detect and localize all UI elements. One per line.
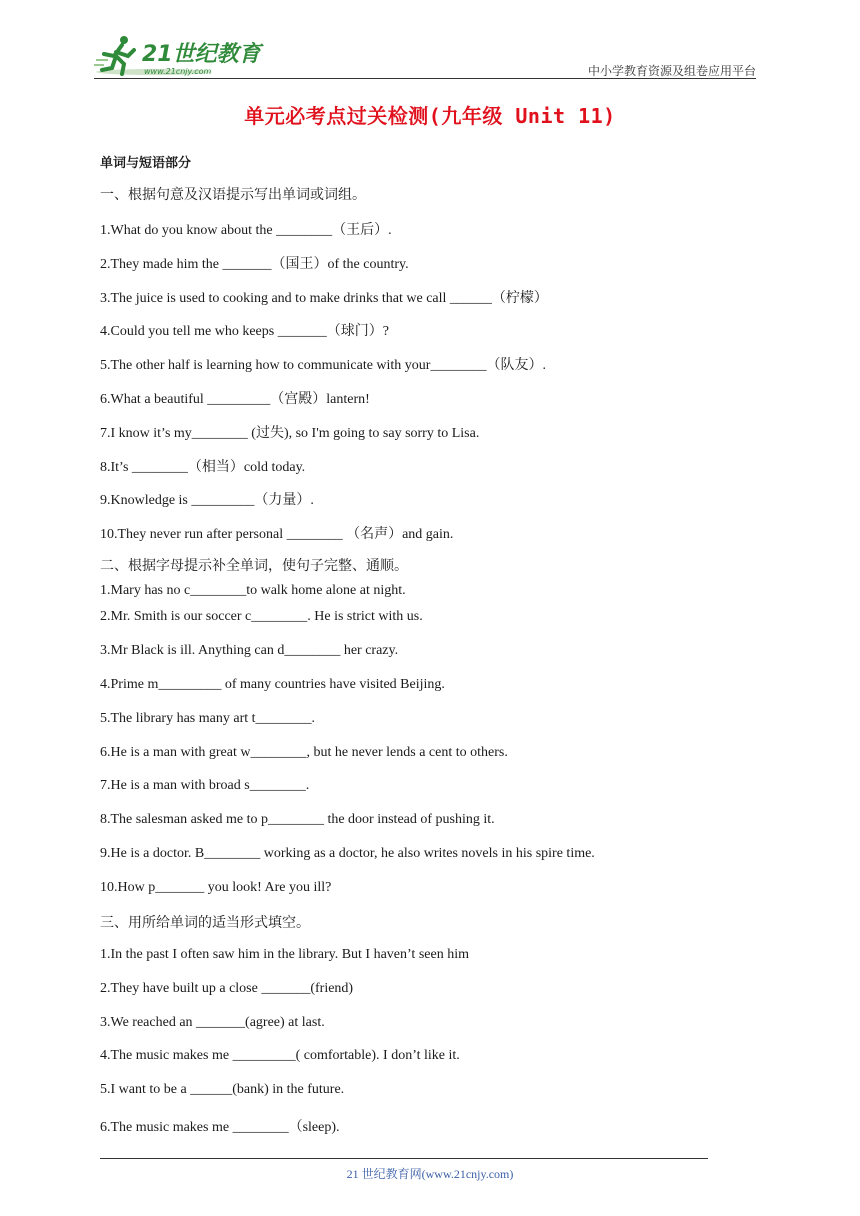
question-item: 8.It’s ________（相当）cold today. <box>100 460 306 475</box>
section-heading: 二、根据字母提示补全单词，使句子完整、通顺。 <box>100 558 408 574</box>
question-item: 7.He is a man with broad s________. <box>100 778 310 793</box>
logo-text: 21世纪教育 <box>142 42 261 67</box>
question-item: 2.They made him the _______（国王）of the country. <box>100 257 409 272</box>
question-item: 4.Prime m_________ of many countries have visited Beijing. <box>100 677 445 692</box>
page-header <box>94 34 756 80</box>
platform-label: 中小学教育资源及组卷应用平台 <box>587 64 756 78</box>
question-item: 1.In the past I often saw him in the library. But I haven’t seen him <box>100 947 469 962</box>
question-item: 3.Mr Black is ill. Anything can d________ her crazy. <box>100 643 399 658</box>
question-item: 7.I know it’s my________ (过失), so I'm going to say sorry to Lisa. <box>100 426 480 441</box>
question-item: 2.Mr. Smith is our soccer c________. He is strict with us. <box>100 609 423 624</box>
footer-divider <box>100 1158 708 1159</box>
logo-url: www.21cnjy.com <box>144 67 212 76</box>
question-item: 3.The juice is used to cooking and to make drinks that we call ______（柠檬） <box>100 291 548 306</box>
question-item: 1.What do you know about the ________（王后）. <box>100 223 392 238</box>
page-footer: 21 世纪教育网(www.21cnjy.com) <box>346 1167 514 1181</box>
section-heading: 一、根据句意及汉语提示写出单词或词组。 <box>100 187 366 203</box>
part-title: 单词与短语部分 <box>100 156 192 171</box>
question-item: 6.What a beautiful _________（宫殿）lantern! <box>100 392 370 407</box>
runner-logo-icon <box>94 34 264 78</box>
question-item: 2.They have built up a close _______(friend) <box>100 981 354 996</box>
question-item: 5.The other half is learning how to communicate with your________（队友）. <box>100 358 546 373</box>
question-item: 6.He is a man with great w________, but he never lends a cent to others. <box>100 745 508 760</box>
question-item: 9.Knowledge is _________（力量）. <box>100 493 314 508</box>
question-item: 10.How p_______ you look! Are you ill? <box>100 880 332 895</box>
header-divider <box>94 78 756 79</box>
question-item: 3.We reached an _______(agree) at last. <box>100 1015 325 1030</box>
question-item: 9.He is a doctor. B________ working as a doctor, he also writes novels in his spire time. <box>100 846 595 861</box>
question-item: 5.I want to be a ______(bank) in the future. <box>100 1082 345 1097</box>
question-item: 6.The music makes me ________（sleep). <box>100 1120 340 1135</box>
site-logo <box>94 34 264 78</box>
question-item: 8.The salesman asked me to p________ the door instead of pushing it. <box>100 812 495 827</box>
question-item: 1.Mary has no c________to walk home alone at night. <box>100 583 406 598</box>
question-item: 4.The music makes me _________( comfortable). I don’t like it. <box>100 1048 460 1063</box>
question-item: 5.The library has many art t________. <box>100 711 316 726</box>
question-item: 10.They never run after personal ________ （名声）and gain. <box>100 527 454 542</box>
question-item: 4.Could you tell me who keeps _______（球门）? <box>100 324 389 339</box>
section-heading: 三、用所给单词的适当形式填空。 <box>100 915 310 931</box>
page-title: 单元必考点过关检测(九年级 Unit 11) <box>244 104 616 128</box>
